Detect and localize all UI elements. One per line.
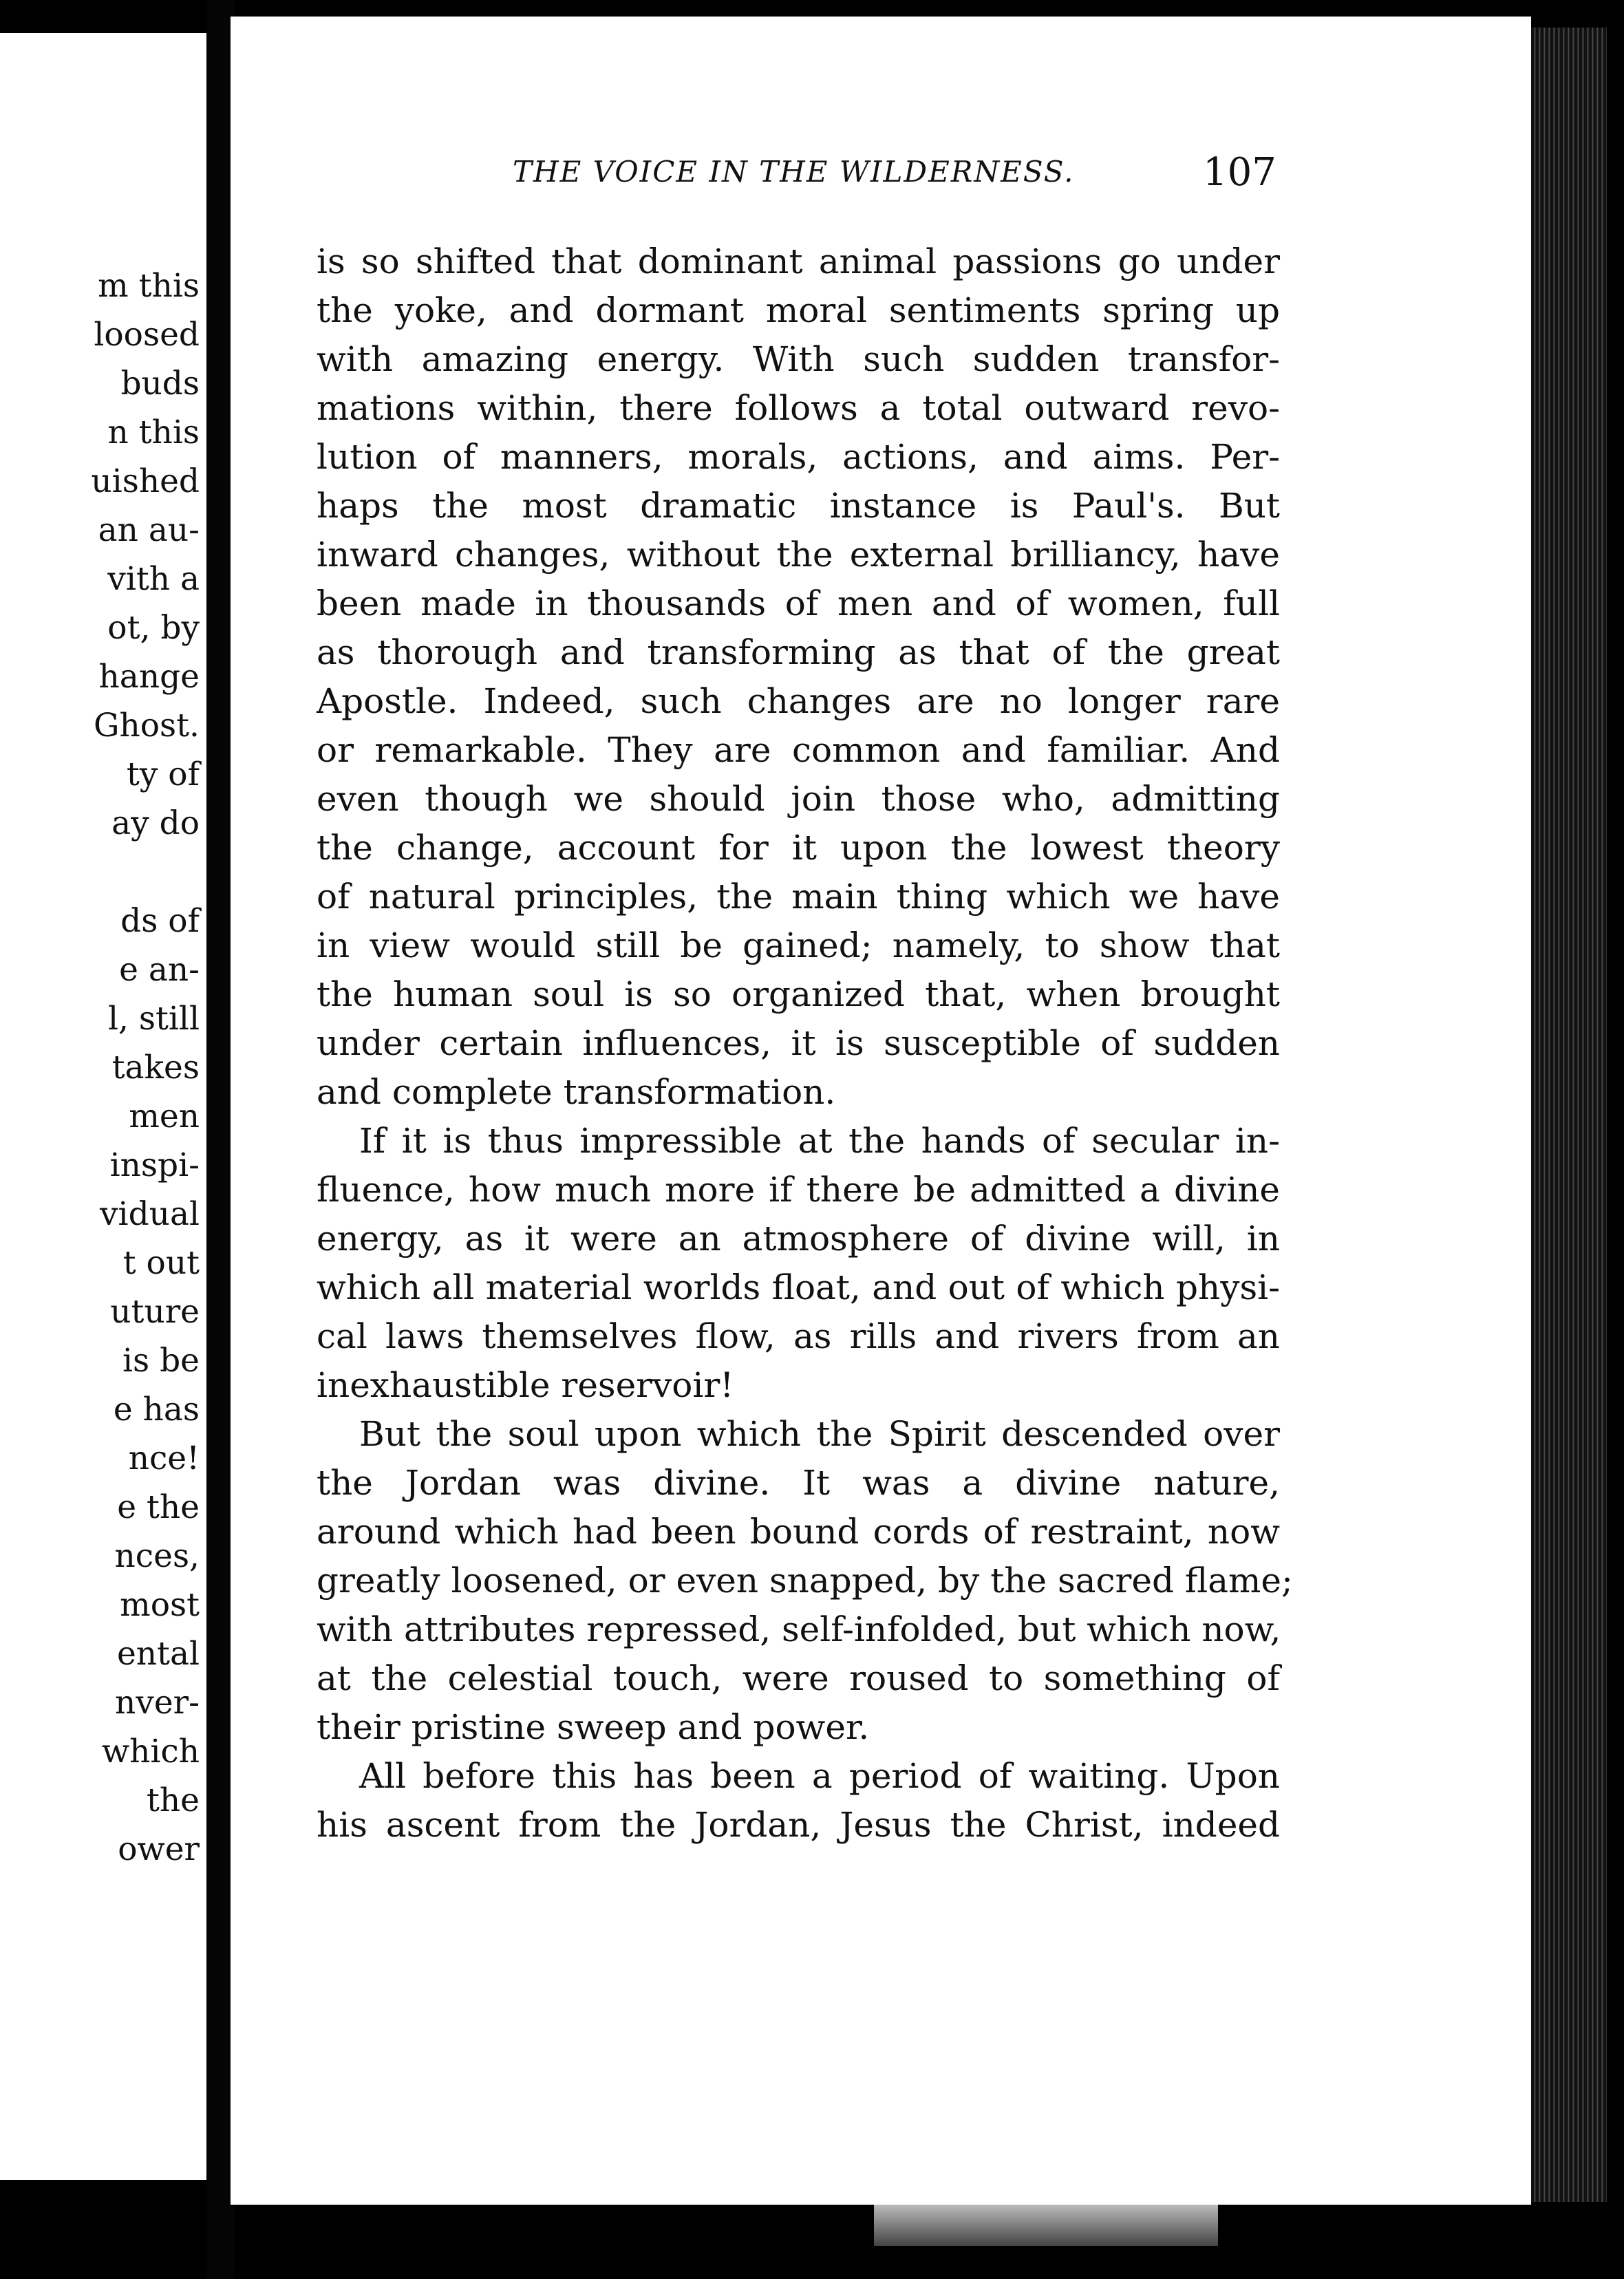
left-line: ot, by [107, 609, 200, 647]
scan-shadow [874, 2205, 1218, 2246]
left-line: men [129, 1098, 200, 1135]
text-line: energy, as it were an atmosphere of divine will, in [317, 1219, 1280, 1259]
text-line: even though we should join those who, admitting [317, 779, 1280, 819]
facing-page-fragment [0, 33, 206, 2180]
text-line: cal laws themselves flow, as rills and rivers from an [317, 1316, 1280, 1356]
text-line: lution of manners, morals, actions, and aims. Per- [317, 437, 1280, 477]
text-line: as thorough and transforming as that of the great [317, 632, 1280, 672]
text-line: with attributes repressed, self-infolded, but which now, [317, 1609, 1281, 1649]
left-line: nver- [115, 1684, 200, 1722]
text-line: with amazing energy. With such sudden transfor- [317, 339, 1280, 379]
page-number: 107 [1203, 150, 1276, 195]
left-line: ds of [120, 902, 200, 940]
left-line: ty of [126, 756, 200, 793]
text-line: But the soul upon which the Spirit descended over [359, 1414, 1280, 1454]
text-line: under certain influences, it is susceptible of sudden [317, 1023, 1280, 1063]
left-line: uished [91, 462, 200, 500]
left-line: inspi- [109, 1146, 200, 1184]
left-line: buds [120, 365, 200, 403]
left-line: l, still [107, 1000, 200, 1038]
text-line: of natural principles, the main thing which we have [317, 877, 1280, 917]
text-line: haps the most dramatic instance is Paul's. But [317, 486, 1280, 526]
left-line: e the [117, 1488, 200, 1526]
text-line: the Jordan was divine. It was a divine nature, [317, 1463, 1280, 1503]
text-line: his ascent from the Jordan, Jesus the Christ, indeed [317, 1805, 1280, 1845]
left-line: n this [107, 414, 200, 451]
left-line: m this [98, 267, 200, 305]
text-line: around which had been bound cords of restraint, now [317, 1512, 1280, 1552]
left-line: ay do [111, 804, 200, 842]
text-line: their pristine sweep and power. [317, 1707, 870, 1747]
text-line: at the celestial touch, were roused to something of [317, 1658, 1280, 1698]
left-line: most [120, 1586, 200, 1624]
text-line: inward changes, without the external brilliancy, have [317, 535, 1280, 575]
left-line: t out [122, 1244, 200, 1282]
text-line: in view would still be gained; namely, to show that [317, 925, 1280, 965]
left-line: vith a [107, 560, 200, 598]
left-line: ental [116, 1635, 200, 1673]
left-line: ower [118, 1830, 200, 1868]
running-head: THE VOICE IN THE WILDERNESS. [513, 155, 1075, 189]
text-line: inexhaustible reservoir! [317, 1365, 734, 1405]
text-line: fluence, how much more if there be admitted a divine [317, 1170, 1280, 1210]
text-line: greatly loosened, or even snapped, by the sacred flame; [317, 1561, 1293, 1601]
left-line: Ghost. [93, 707, 200, 745]
text-line: the change, account for it upon the lowest theory [317, 828, 1280, 868]
text-line: and complete transformation. [317, 1072, 836, 1112]
left-line: nces, [114, 1537, 200, 1575]
left-line: is be [122, 1342, 200, 1380]
text-line: All before this has been a period of waiting. Upon [359, 1756, 1280, 1796]
text-line: mations within, there follows a total outward revo- [317, 388, 1280, 428]
text-line: which all material worlds float, and out of which physi- [317, 1267, 1280, 1307]
left-line: the [147, 1782, 200, 1819]
left-line: uture [110, 1293, 200, 1331]
left-line: vidual [100, 1195, 200, 1233]
text-line: is so shifted that dominant animal passions go under [317, 242, 1280, 281]
left-line: loosed [94, 316, 200, 354]
left-line: which [101, 1733, 200, 1770]
text-line: or remarkable. They are common and familiar. And [317, 730, 1280, 770]
text-line: the human soul is so organized that, when brought [317, 974, 1280, 1014]
book-gutter [206, 0, 234, 2279]
text-line: the yoke, and dormant moral sentiments spring up [317, 290, 1280, 330]
left-line: an au- [98, 511, 200, 549]
text-line: If it is thus impressible at the hands of secular in- [359, 1121, 1280, 1161]
page-edge [1531, 28, 1607, 2202]
left-line: e has [113, 1391, 200, 1429]
left-line: e an- [119, 951, 200, 989]
text-line: been made in thousands of men and of women, full [317, 584, 1280, 623]
left-line: hange [98, 658, 200, 696]
left-line: nce! [128, 1440, 200, 1477]
left-line: takes [111, 1049, 200, 1087]
text-line: Apostle. Indeed, such changes are no longer rare [317, 681, 1280, 721]
